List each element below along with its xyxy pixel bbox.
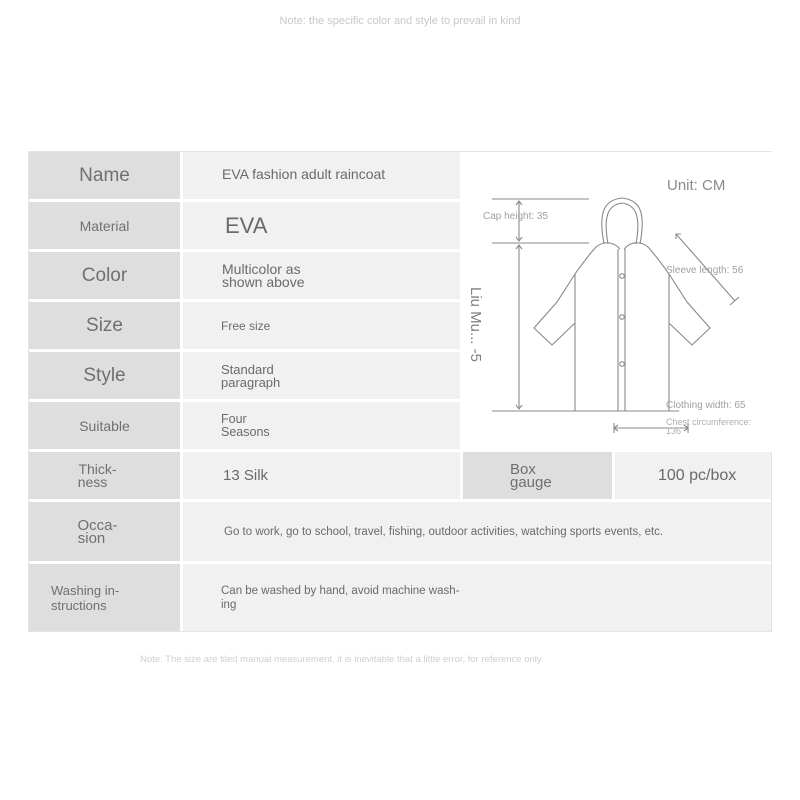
value-color: Multicolor as shown above xyxy=(183,252,460,299)
label-color: Color xyxy=(29,252,180,299)
clothing-width-label: Clothing width: 65 xyxy=(666,400,746,411)
label-thickness: Thick- ness xyxy=(29,452,180,499)
unit-label: Unit: CM xyxy=(667,177,726,194)
label-washing: Washing in- structions xyxy=(29,564,180,631)
label-size: Size xyxy=(29,302,180,349)
value-thickness: 13 Silk xyxy=(183,452,460,499)
value-box-gauge: 100 pc/box xyxy=(615,452,771,499)
value-name: EVA fashion adult raincoat xyxy=(183,152,460,199)
cap-height-label: Cap height: 35 xyxy=(483,211,549,222)
label-occasion: Occa- sion xyxy=(29,502,180,561)
bottom-note: Note: The size are tiled manual measurement, it is inevitable that a little error, for reference only xyxy=(140,654,542,665)
value-size: Free size xyxy=(183,302,460,349)
value-style: Standard paragraph xyxy=(183,352,460,399)
chest-circumference-label: Chest circumference: 136 xyxy=(666,417,752,436)
label-style: Style xyxy=(29,352,180,399)
value-occasion: Go to work, go to school, travel, fishing, outdoor activities, watching sports events, etc. xyxy=(183,502,771,561)
value-material: EVA xyxy=(183,202,460,249)
label-box-gauge: Box gauge xyxy=(463,452,612,499)
size-diagram xyxy=(462,152,772,451)
spec-table xyxy=(28,151,772,632)
top-note: Note: the specific color and style to prevail in kind xyxy=(279,15,521,27)
label-suitable: Suitable xyxy=(29,402,180,449)
label-material: Material xyxy=(29,202,180,249)
sleeve-length-label: Sleeve length: 56 xyxy=(666,265,744,276)
body-length-label: Liu Mu... -5 xyxy=(467,287,484,363)
value-suitable: Four Seasons xyxy=(183,402,460,449)
value-washing: Can be washed by hand, avoid machine wash- ing xyxy=(183,564,771,631)
label-name: Name xyxy=(29,152,180,199)
